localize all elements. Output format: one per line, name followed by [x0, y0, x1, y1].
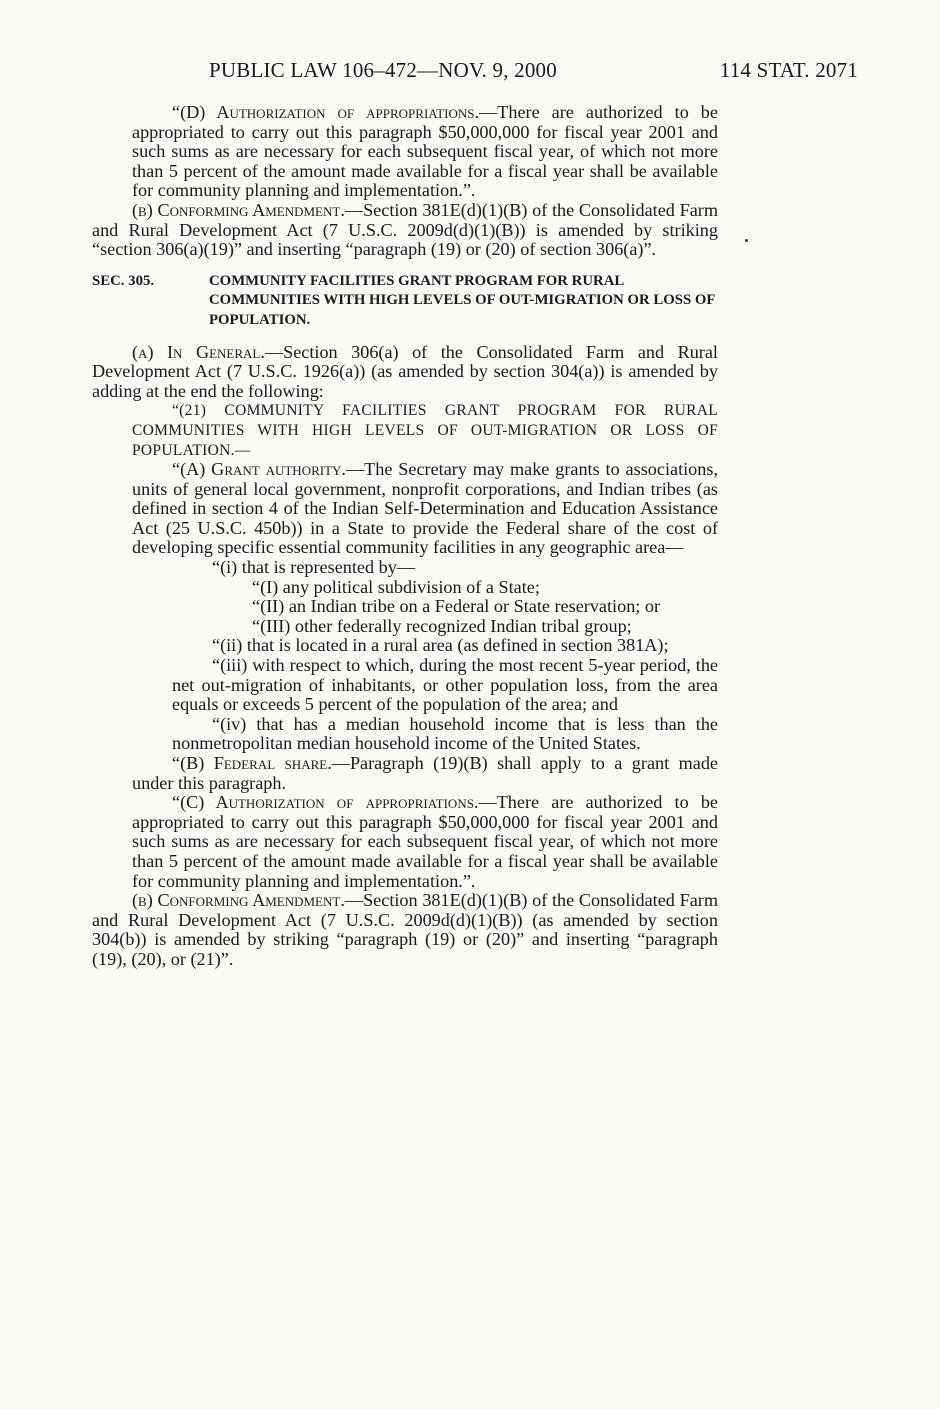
- paragraph-heading: “(D) Authorization of appropriations.: [172, 102, 480, 122]
- subparagraph-text: —There are authorized to be appropriated to carry out this paragraph $50,000,000 for fiscal year 2001 and such sums as are necessary for each subsequent fiscal year, of which not more than 5 percent of the amount made available for a fiscal year shall be available for community planning and implementation.”.: [132, 792, 718, 891]
- subparagraph-c-appropriations: [92, 793, 718, 891]
- paragraph-21-heading: “(21) COMMUNITY FACILITIES GRANT PROGRAM FOR RURAL COMMUNITIES WITH HIGH LEVELS OF OUT-MIGRATION OR LOSS OF POPULATION.—: [132, 402, 718, 459]
- subsection-heading: (b) Conforming Amendment.: [132, 890, 345, 911]
- subparagraph-heading: “(C) Authorization of appropriations.: [172, 792, 479, 813]
- subsection-heading: (a) In General.: [132, 341, 265, 362]
- subsection-b-conforming-amendment: [92, 201, 718, 260]
- paragraph-d-appropriations: [92, 103, 718, 201]
- document-body: [92, 103, 718, 970]
- section-number: SEC. 305.: [92, 272, 155, 289]
- section-title: COMMUNITY FACILITIES GRANT PROGRAM FOR RURAL COMMUNITIES WITH HIGH LEVELS OF OUT-MIGRATION OR LOSS OF POPULATION.: [209, 272, 715, 328]
- clause-ii: “(ii) that is located in a rural area (as defined in section 381A);: [212, 635, 669, 656]
- section-305-heading: [92, 272, 718, 331]
- subparagraph-heading: “(B) Federal share.: [172, 753, 332, 773]
- subclause-III: “(III) other federally recognized Indian tribal group;: [252, 615, 632, 636]
- subparagraph-b-federal-share: [92, 754, 718, 793]
- subsection-a-in-general: [92, 343, 718, 402]
- subparagraph-text: —The Secretary may make grants to associations, units of general local government, nonprofit corporations, and Indian tribes (as defined in section 4 of the Indian Self-Determination and Education Assistance Act (25 U.S.C. 450b)) in a State to provide the Federal share of the cost of developing specific essential community facilities in any geographic area—: [132, 459, 718, 558]
- statute-page-number: 114 STAT. 2071: [719, 58, 858, 82]
- scan-speck: [745, 239, 748, 242]
- subsection-text: —Section 381E(d)(1)(B) of the Consolidated Farm and Rural Development Act (7 U.S.C. 2009d(d)(1)(B)) is amended by striking “section 306(a)(19)” and inserting “paragraph (19) or (20) of section 306(a)”.: [92, 199, 718, 260]
- subsection-b-conforming-amendment-2: [92, 891, 718, 969]
- subsection-text: —Section 381E(d)(1)(B) of the Consolidated Farm and Rural Development Act (7 U.S.C. 2009d(d)(1)(B)) (as amended by section 304(b)) is amended by striking “paragraph (19) or (20)” and inserting “paragraph (19), (20), or (21)”.: [92, 890, 718, 969]
- clause-iv: “(iv) that has a median household income that is less than the nonmetropolitan median household income of the United States.: [172, 713, 718, 754]
- public-law-citation: PUBLIC LAW 106–472—NOV. 9, 2000: [209, 58, 557, 82]
- subparagraph-a-grant-authority: [92, 460, 718, 558]
- subparagraph-text: —Paragraph (19)(B) shall apply to a grant made under this paragraph.: [132, 753, 718, 793]
- subparagraph-heading: “(A) Grant authority.: [172, 459, 346, 480]
- clause-i: “(i) that is represented by—: [212, 557, 416, 578]
- subclause-II: “(II) an Indian tribe on a Federal or State reservation; or: [252, 596, 661, 617]
- subsection-heading: (b) Conforming Amendment.: [132, 199, 345, 220]
- subsection-text: —Section 306(a) of the Consolidated Farm and Rural Development Act (7 U.S.C. 1926(a)) (as amended by section 304(a)) is amended by adding at the end the following:: [92, 341, 718, 401]
- clause-iii: “(iii) with respect to which, during the most recent 5-year period, the net out-migration of inhabitants, or other population loss, from the area equals or exceeds 5 percent of the population of the area; and: [172, 655, 718, 715]
- subclause-I: “(I) any political subdivision of a State;: [252, 576, 540, 597]
- paragraph-text: —There are authorized to be appropriated to carry out this paragraph $50,000,000 for fiscal year 2001 and such sums as are necessary for each subsequent fiscal year, of which not more than 5 percent of the amount made available for a fiscal year shall be available for community planning and implementation.”.: [132, 102, 718, 201]
